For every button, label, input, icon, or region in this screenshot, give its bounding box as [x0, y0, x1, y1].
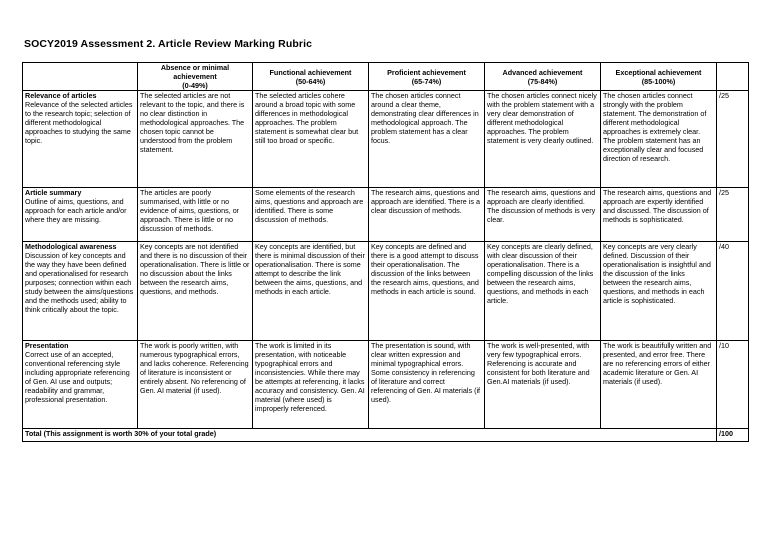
- rubric-cell: Key concepts are identified, but there is minimal discussion of their operationalisation. There is some attempt to describe the link between the aims, questions, and methods in each article.: [253, 242, 369, 341]
- criterion-name: Methodological awareness: [25, 242, 117, 251]
- rubric-cell: The research aims, questions and approach are clearly identified. The discussion of methods is very clear.: [485, 188, 601, 242]
- score-cell: /40: [717, 242, 749, 341]
- score-cell: /25: [717, 188, 749, 242]
- header-advanced: Advanced achievement (75-84%): [485, 63, 601, 91]
- rubric-cell: Some elements of the research aims, questions and approach are identified. There is some discussion of methods.: [253, 188, 369, 242]
- rubric-cell: Key concepts are not identified and there is no discussion of their operationalisation. There is little or no discussion about the links between the research aims, questions, and methods.: [138, 242, 253, 341]
- rubric-cell: Key concepts are clearly defined, with clear discussion of their operationalisation. There is a compelling discussion of the links between the research aims, questions, and methods in each article.: [485, 242, 601, 341]
- criterion-description: Outline of aims, questions, and approach for each article and/or where they are missing.: [25, 197, 127, 224]
- criterion-cell: [23, 341, 138, 429]
- total-row: [23, 429, 749, 442]
- rubric-cell: The work is well-presented, with very few typographical errors. Referencing is accurate and consistent for both literature and Gen.AI materials (if used).: [485, 341, 601, 429]
- rubric-cell: The research aims, questions and approach are identified. There is a clear discussion of methods.: [369, 188, 485, 242]
- header-functional: Functional achievement (50-64%): [253, 63, 369, 91]
- rubric-cell: The presentation is sound, with clear written expression and minimal typographical errors. Some consistency in referencing of literature and correct referencing of Gen. AI materials (if used).: [369, 341, 485, 429]
- criterion-name: Presentation: [25, 341, 69, 350]
- rubric-cell: Key concepts are defined and there is a good attempt to discuss their operationalisation. The discussion of the links between the research aims, questions, and methods in each article is sound.: [369, 242, 485, 341]
- header-row: [23, 63, 749, 91]
- rubric-cell: The selected articles cohere around a broad topic with some differences in methodological approaches. The problem statement is somewhat clear but still too broad or specific.: [253, 91, 369, 188]
- rubric-cell: The work is poorly written, with numerous typographical errors, and lacks coherence. Referencing of literature is inconsistent or entirely absent. No referencing of Gen. AI material (if used).: [138, 341, 253, 429]
- header-score: [717, 63, 749, 91]
- header-criterion: [23, 63, 138, 91]
- criterion-description: Correct use of an accepted, conventional referencing style including appropriate referencing of Gen. AI use and outputs; readability and grammar, professional presentation.: [25, 350, 130, 404]
- criterion-name: Article summary: [25, 188, 82, 197]
- rubric-table: [22, 62, 749, 442]
- table-row: [23, 188, 749, 242]
- criterion-cell: [23, 188, 138, 242]
- score-cell: /25: [717, 91, 749, 188]
- criterion-name: Relevance of articles: [25, 91, 97, 100]
- rubric-cell: Key concepts are very clearly defined. Discussion of their operationalisation is insightful and the discussion of the links between the research aims, questions, and methods in each article is sophisticated.: [601, 242, 717, 341]
- rubric-cell: The work is beautifully written and presented, and error free. There are no referencing errors of either academic literature or Gen. AI materials (if used).: [601, 341, 717, 429]
- rubric-cell: The chosen articles connect nicely with the problem statement with a very clear demonstration of different methodological approaches. The problem statement is very clearly outlined.: [485, 91, 601, 188]
- header-absence: Absence or minimal achievement (0-49%): [138, 63, 253, 91]
- criterion-description: Discussion of key concepts and the way they have been defined and operationalised for research purposes; connection within each study between the aims/questions and the methods used; ability to think critically about the topic.: [25, 251, 134, 314]
- table-row: [23, 341, 749, 429]
- header-exceptional: Exceptional achievement (85-100%): [601, 63, 717, 91]
- table-row: [23, 91, 749, 188]
- table-row: [23, 242, 749, 341]
- total-score: /100: [717, 429, 749, 442]
- rubric-cell: The chosen articles connect strongly with the problem statement. The demonstration of different methodological approaches is extremely clear. The problem statement has an exceptionally clear and focused direction of research.: [601, 91, 717, 188]
- rubric-cell: The chosen articles connect around a clear theme, demonstrating clear differences in methodological approach. The problem statement has a clear focus.: [369, 91, 485, 188]
- header-proficient: Proficient achievement (65-74%): [369, 63, 485, 91]
- rubric-cell: The articles are poorly summarised, with little or no evidence of aims, questions, or approach. There is little or no discussion of methods.: [138, 188, 253, 242]
- total-label: Total (This assignment is worth 30% of your total grade): [23, 429, 717, 442]
- criterion-cell: [23, 91, 138, 188]
- rubric-cell: The research aims, questions and approach are expertly identified and discussed. The discussion of methods is sophisticated.: [601, 188, 717, 242]
- criterion-description: Relevance of the selected articles to the research topic; selection of different methodological approaches to studying the same topic.: [25, 100, 133, 145]
- criterion-cell: [23, 242, 138, 341]
- rubric-cell: The work is limited in its presentation, with noticeable typographical errors and inconsistencies. While there may be attempts at referencing, it lacks accuracy and consistency. Gen. AI material (where used) is improperly referenced.: [253, 341, 369, 429]
- rubric-cell: The selected articles are not relevant to the topic, and there is no clear distinction in methodological approaches. The chosen topic cannot be understood from the problem statement.: [138, 91, 253, 188]
- document-title: SOCY2019 Assessment 2. Article Review Marking Rubric: [24, 38, 313, 50]
- score-cell: /10: [717, 341, 749, 429]
